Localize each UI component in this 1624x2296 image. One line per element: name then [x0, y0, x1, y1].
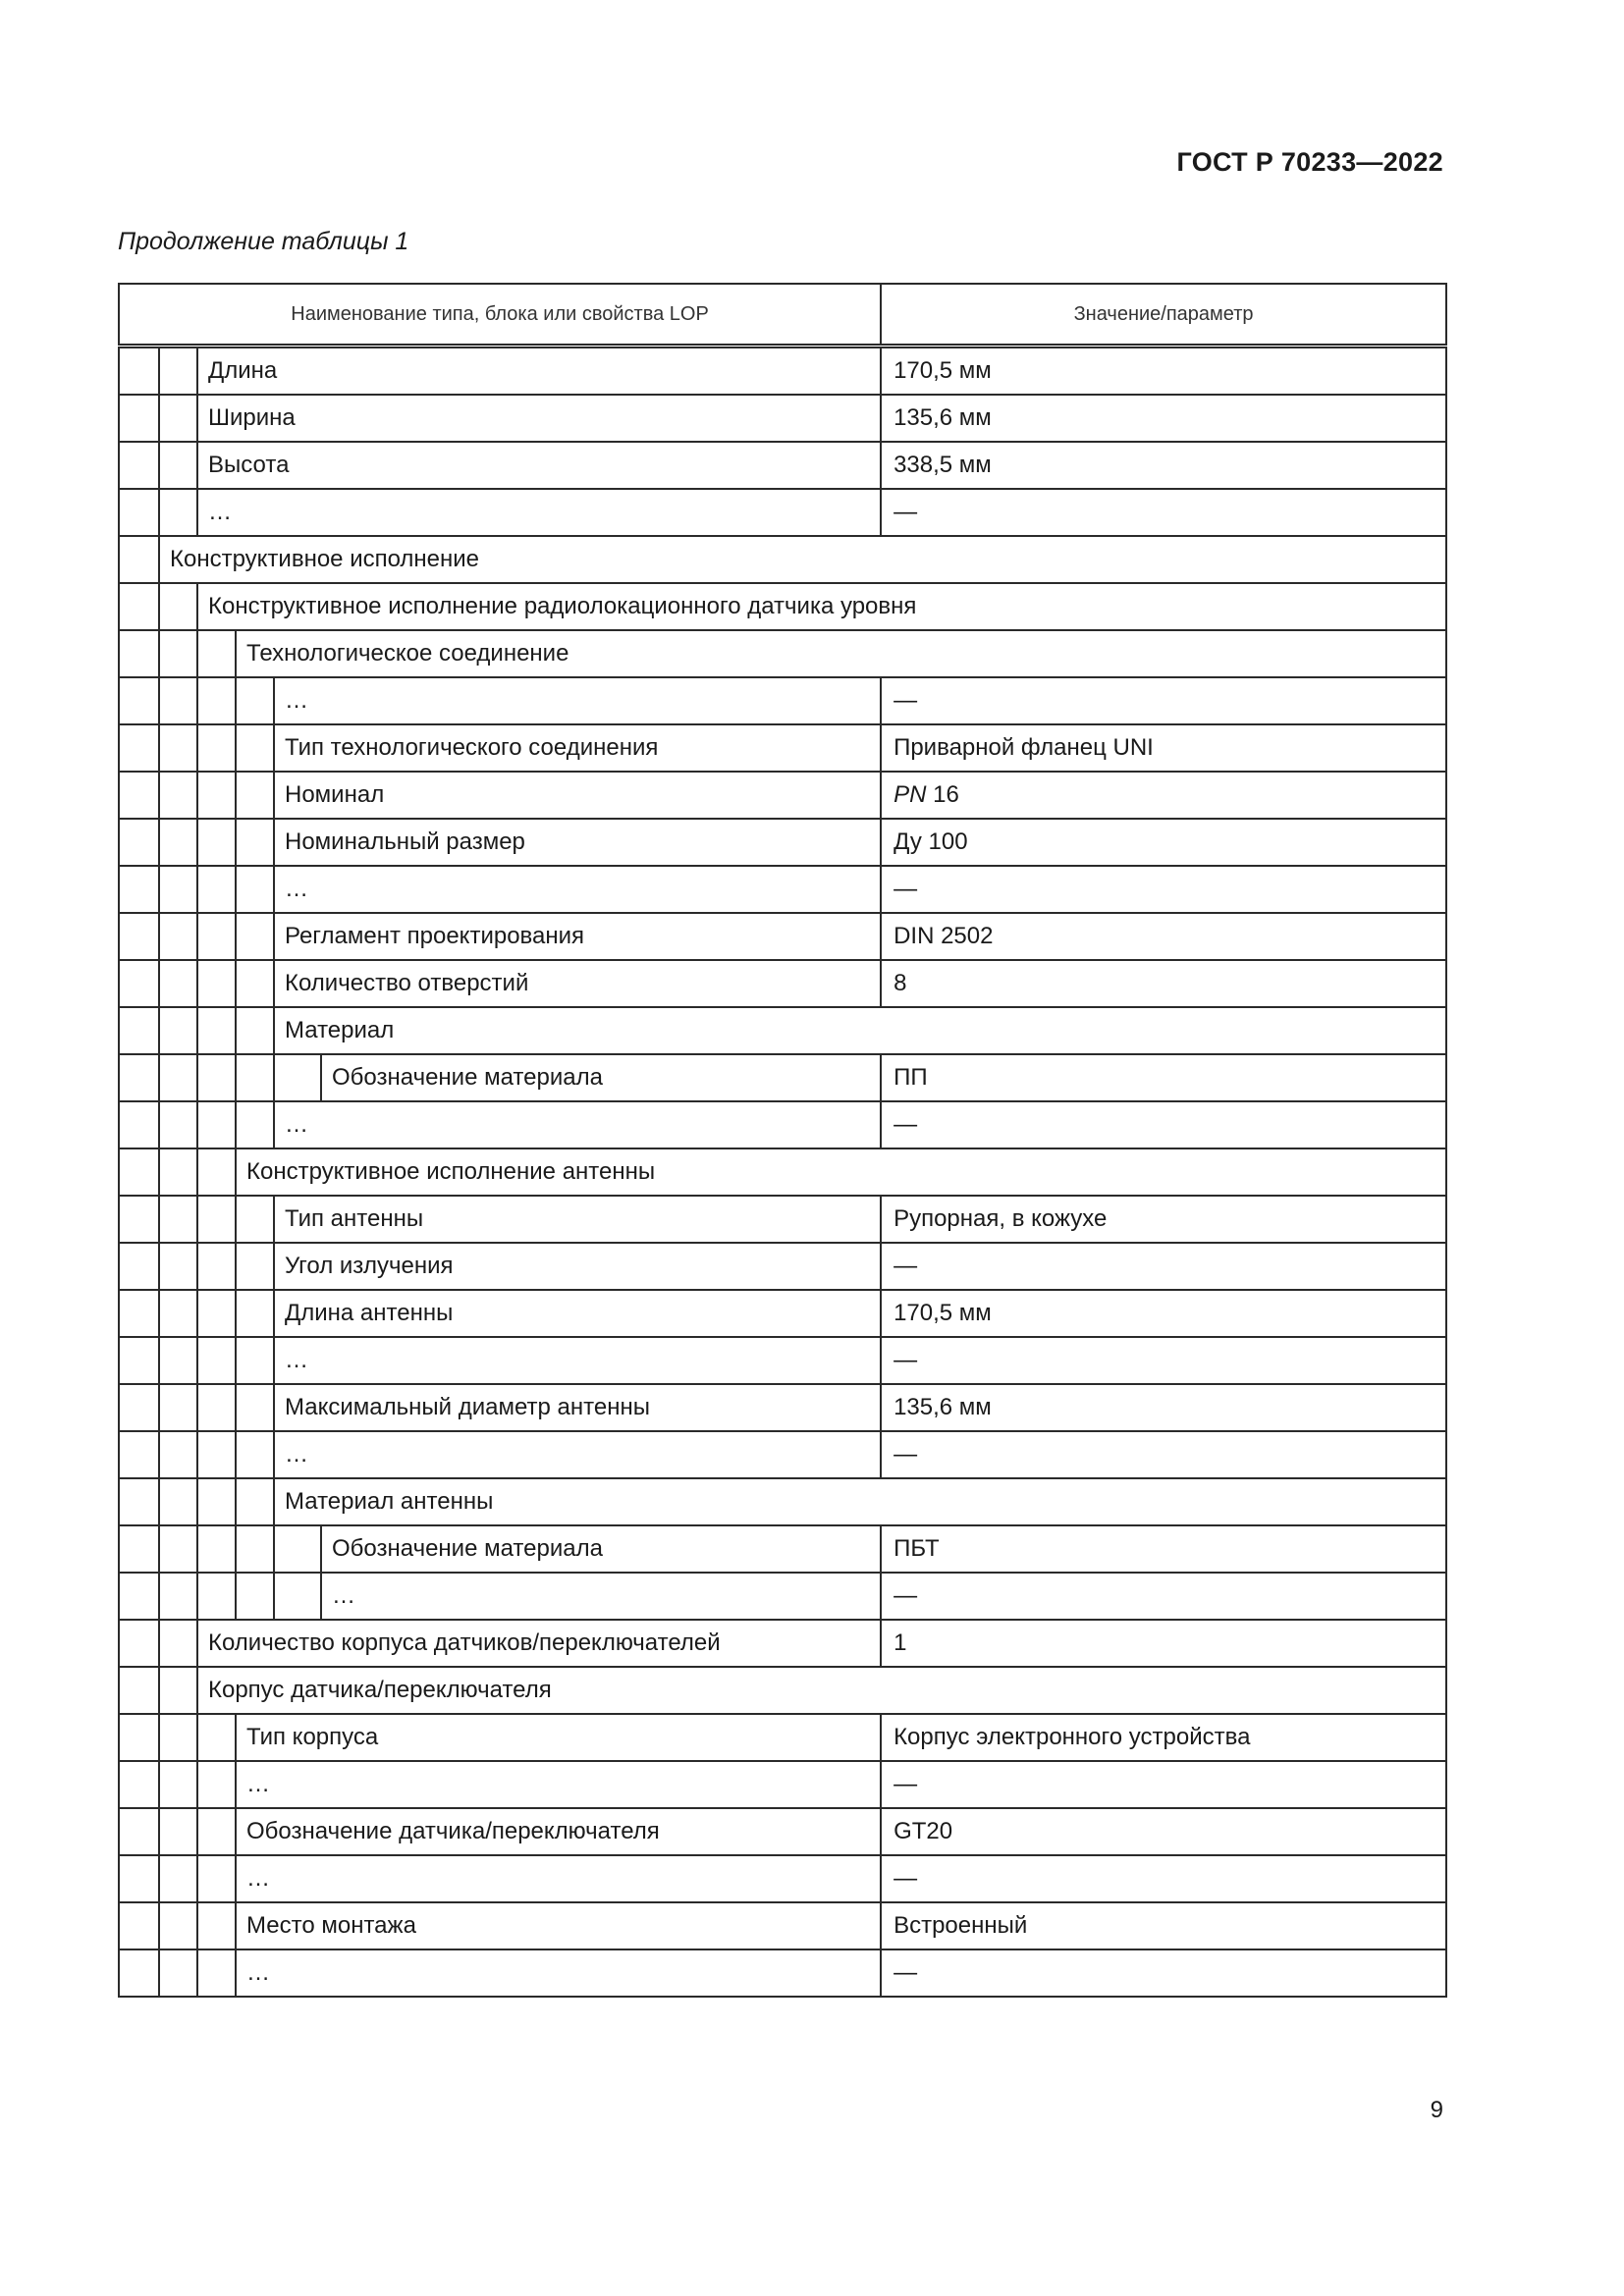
indent-cell — [119, 772, 159, 819]
table-row — [119, 1667, 1446, 1714]
indent-cell — [119, 536, 159, 583]
indent-cell — [197, 1148, 236, 1196]
row-property-value: — — [881, 1243, 1446, 1290]
indent-cell — [119, 1525, 159, 1573]
indent-cell — [159, 1054, 197, 1101]
column-header-value: Значение/параметр — [881, 284, 1446, 347]
indent-cell — [119, 347, 159, 396]
table-row — [119, 583, 1446, 630]
row-property-name: … — [197, 489, 881, 536]
table-row — [119, 347, 1446, 396]
indent-cell — [236, 1337, 274, 1384]
table-row — [119, 1243, 1446, 1290]
indent-cell — [119, 1101, 159, 1148]
indent-cell — [159, 1101, 197, 1148]
table-header-row — [119, 284, 1446, 347]
row-property-name: Материал — [274, 1007, 1446, 1054]
table-row — [119, 1949, 1446, 1997]
indent-cell — [197, 1243, 236, 1290]
table-row — [119, 1525, 1446, 1573]
indent-cell — [119, 1431, 159, 1478]
table-row — [119, 1855, 1446, 1902]
indent-cell — [119, 1054, 159, 1101]
indent-cell — [236, 1196, 274, 1243]
indent-cell — [159, 1714, 197, 1761]
row-property-name: Номинал — [274, 772, 881, 819]
row-property-value: Рупорная, в кожухе — [881, 1196, 1446, 1243]
indent-cell — [119, 1620, 159, 1667]
indent-cell — [119, 1573, 159, 1620]
indent-cell — [274, 1573, 321, 1620]
indent-cell — [197, 960, 236, 1007]
row-property-name: Место монтажа — [236, 1902, 881, 1949]
indent-cell — [197, 1054, 236, 1101]
row-property-name: … — [274, 1431, 881, 1478]
row-property-name: Тип антенны — [274, 1196, 881, 1243]
indent-cell — [159, 1290, 197, 1337]
row-property-name: Угол излучения — [274, 1243, 881, 1290]
row-property-value: 135,6 мм — [881, 395, 1446, 442]
indent-cell — [119, 1196, 159, 1243]
row-property-value: — — [881, 1337, 1446, 1384]
row-property-name: Материал антенны — [274, 1478, 1446, 1525]
row-property-value: Корпус электронного устройства — [881, 1714, 1446, 1761]
table-row — [119, 1808, 1446, 1855]
row-property-name: Конструктивное исполнение — [159, 536, 1446, 583]
table-row — [119, 677, 1446, 724]
indent-cell — [236, 1384, 274, 1431]
indent-cell — [159, 630, 197, 677]
indent-cell — [197, 1196, 236, 1243]
table-row — [119, 630, 1446, 677]
row-property-value: — — [881, 1431, 1446, 1478]
indent-cell — [119, 442, 159, 489]
table-row — [119, 1573, 1446, 1620]
row-property-name: Конструктивное исполнение радиолокационного датчика уровня — [197, 583, 1446, 630]
indent-cell — [159, 1949, 197, 1997]
indent-cell — [236, 960, 274, 1007]
row-property-value: — — [881, 1761, 1446, 1808]
indent-cell — [197, 724, 236, 772]
row-property-value: DIN 2502 — [881, 913, 1446, 960]
indent-cell — [119, 1478, 159, 1525]
table-row — [119, 1761, 1446, 1808]
table-row — [119, 1384, 1446, 1431]
table-row — [119, 724, 1446, 772]
indent-cell — [119, 583, 159, 630]
table-row — [119, 1196, 1446, 1243]
row-property-name: … — [236, 1949, 881, 1997]
indent-cell — [119, 1148, 159, 1196]
row-property-value: 338,5 мм — [881, 442, 1446, 489]
indent-cell — [197, 1478, 236, 1525]
row-property-name: Технологическое соединение — [236, 630, 1446, 677]
row-property-value: — — [881, 1855, 1446, 1902]
row-property-value: — — [881, 1949, 1446, 1997]
value-text: 16 — [933, 781, 959, 808]
row-property-value: 170,5 мм — [881, 347, 1446, 396]
indent-cell — [236, 1525, 274, 1573]
indent-cell — [197, 1949, 236, 1997]
indent-cell — [119, 1902, 159, 1949]
table-row — [119, 1148, 1446, 1196]
indent-cell — [236, 819, 274, 866]
indent-cell — [159, 1902, 197, 1949]
row-property-name: Номинальный размер — [274, 819, 881, 866]
indent-cell — [119, 913, 159, 960]
row-property-value: Приварной фланец UNI — [881, 724, 1446, 772]
row-property-name: Обозначение датчика/переключателя — [236, 1808, 881, 1855]
indent-cell — [197, 1337, 236, 1384]
indent-cell — [159, 1196, 197, 1243]
table-row — [119, 536, 1446, 583]
indent-cell — [119, 1337, 159, 1384]
indent-cell — [159, 1761, 197, 1808]
indent-cell — [197, 1573, 236, 1620]
indent-cell — [119, 1855, 159, 1902]
indent-cell — [159, 866, 197, 913]
indent-cell — [159, 677, 197, 724]
indent-cell — [159, 1525, 197, 1573]
row-property-name: Количество отверстий — [274, 960, 881, 1007]
row-property-value: — — [881, 1101, 1446, 1148]
indent-cell — [236, 1243, 274, 1290]
indent-cell — [159, 772, 197, 819]
indent-cell — [197, 913, 236, 960]
indent-cell — [119, 1007, 159, 1054]
row-property-name: Высота — [197, 442, 881, 489]
indent-cell — [236, 1573, 274, 1620]
indent-cell — [159, 1573, 197, 1620]
table-row — [119, 1337, 1446, 1384]
table-row — [119, 489, 1446, 536]
indent-cell — [236, 913, 274, 960]
table-continuation-caption: Продолжение таблицы 1 — [118, 228, 409, 255]
table-row — [119, 1620, 1446, 1667]
indent-cell — [159, 1620, 197, 1667]
row-property-name: Обозначение материала — [321, 1054, 881, 1101]
indent-cell — [197, 866, 236, 913]
indent-cell — [159, 1478, 197, 1525]
indent-cell — [159, 724, 197, 772]
row-property-value — [881, 772, 1446, 819]
row-property-value: — — [881, 866, 1446, 913]
value-italic-prefix: PN — [893, 781, 927, 808]
row-property-name: Тип технологического соединения — [274, 724, 881, 772]
indent-cell — [119, 395, 159, 442]
indent-cell — [197, 1431, 236, 1478]
row-property-value: — — [881, 489, 1446, 536]
table-row — [119, 1714, 1446, 1761]
indent-cell — [119, 1714, 159, 1761]
indent-cell — [119, 724, 159, 772]
indent-cell — [159, 1667, 197, 1714]
indent-cell — [159, 1148, 197, 1196]
indent-cell — [197, 1808, 236, 1855]
row-property-name: Обозначение материала — [321, 1525, 881, 1573]
row-property-name: Конструктивное исполнение антенны — [236, 1148, 1446, 1196]
row-property-value: 8 — [881, 960, 1446, 1007]
indent-cell — [119, 1243, 159, 1290]
indent-cell — [119, 1949, 159, 1997]
row-property-name: … — [274, 1101, 881, 1148]
row-property-value: 1 — [881, 1620, 1446, 1667]
row-property-name: Максимальный диаметр антенны — [274, 1384, 881, 1431]
table-row — [119, 1290, 1446, 1337]
row-property-value: 135,6 мм — [881, 1384, 1446, 1431]
table-row — [119, 442, 1446, 489]
indent-cell — [159, 489, 197, 536]
indent-cell — [119, 819, 159, 866]
indent-cell — [197, 1761, 236, 1808]
row-property-value: — — [881, 677, 1446, 724]
indent-cell — [236, 724, 274, 772]
indent-cell — [119, 960, 159, 1007]
indent-cell — [197, 772, 236, 819]
indent-cell — [197, 630, 236, 677]
row-property-name: Ширина — [197, 395, 881, 442]
indent-cell — [119, 1667, 159, 1714]
indent-cell — [159, 1243, 197, 1290]
row-property-name: Тип корпуса — [236, 1714, 881, 1761]
table-row — [119, 1007, 1446, 1054]
indent-cell — [274, 1525, 321, 1573]
indent-cell — [119, 489, 159, 536]
table-row — [119, 772, 1446, 819]
indent-cell — [159, 1808, 197, 1855]
indent-cell — [197, 1902, 236, 1949]
table-row — [119, 1054, 1446, 1101]
indent-cell — [119, 866, 159, 913]
indent-cell — [159, 1384, 197, 1431]
row-property-name: … — [236, 1761, 881, 1808]
indent-cell — [236, 1431, 274, 1478]
row-property-name: … — [321, 1573, 881, 1620]
indent-cell — [236, 1478, 274, 1525]
row-property-value: ПБТ — [881, 1525, 1446, 1573]
row-property-value: — — [881, 1573, 1446, 1620]
indent-cell — [159, 1337, 197, 1384]
indent-cell — [159, 347, 197, 396]
table-row — [119, 1101, 1446, 1148]
indent-cell — [119, 677, 159, 724]
indent-cell — [159, 913, 197, 960]
indent-cell — [197, 1007, 236, 1054]
indent-cell — [197, 677, 236, 724]
indent-cell — [119, 630, 159, 677]
row-property-name: … — [274, 677, 881, 724]
indent-cell — [197, 1525, 236, 1573]
indent-cell — [197, 1101, 236, 1148]
indent-cell — [236, 1007, 274, 1054]
indent-cell — [236, 1290, 274, 1337]
row-property-value: Ду 100 — [881, 819, 1446, 866]
indent-cell — [159, 960, 197, 1007]
indent-cell — [159, 583, 197, 630]
row-property-name: Корпус датчика/переключателя — [197, 1667, 1446, 1714]
indent-cell — [197, 1384, 236, 1431]
row-property-name: … — [236, 1855, 881, 1902]
table-row — [119, 1902, 1446, 1949]
indent-cell — [119, 1384, 159, 1431]
indent-cell — [236, 677, 274, 724]
row-property-value: ПП — [881, 1054, 1446, 1101]
indent-cell — [197, 1290, 236, 1337]
indent-cell — [197, 1714, 236, 1761]
row-property-value: GT20 — [881, 1808, 1446, 1855]
indent-cell — [159, 1431, 197, 1478]
table-row — [119, 819, 1446, 866]
indent-cell — [159, 819, 197, 866]
indent-cell — [197, 819, 236, 866]
indent-cell — [119, 1290, 159, 1337]
table-row — [119, 913, 1446, 960]
indent-cell — [119, 1808, 159, 1855]
indent-cell — [236, 772, 274, 819]
row-property-name: Длина — [197, 347, 881, 396]
indent-cell — [159, 442, 197, 489]
column-header-name: Наименование типа, блока или свойства LOP — [119, 284, 881, 347]
table-row — [119, 960, 1446, 1007]
indent-cell — [236, 1054, 274, 1101]
indent-cell — [274, 1054, 321, 1101]
row-property-name: … — [274, 1337, 881, 1384]
lop-properties-table — [118, 283, 1447, 1998]
table-row — [119, 1431, 1446, 1478]
page-number: 9 — [1430, 2097, 1443, 2123]
row-property-value: Встроенный — [881, 1902, 1446, 1949]
indent-cell — [159, 395, 197, 442]
row-property-name: Длина антенны — [274, 1290, 881, 1337]
indent-cell — [236, 866, 274, 913]
indent-cell — [236, 1101, 274, 1148]
row-property-value: 170,5 мм — [881, 1290, 1446, 1337]
table-row — [119, 1478, 1446, 1525]
row-property-name: Количество корпуса датчиков/переключателей — [197, 1620, 881, 1667]
indent-cell — [159, 1007, 197, 1054]
row-property-name: … — [274, 866, 881, 913]
indent-cell — [197, 1855, 236, 1902]
document-code: ГОСТ Р 70233—2022 — [1176, 147, 1443, 177]
row-property-name: Регламент проектирования — [274, 913, 881, 960]
table-row — [119, 395, 1446, 442]
indent-cell — [119, 1761, 159, 1808]
indent-cell — [159, 1855, 197, 1902]
table-row — [119, 866, 1446, 913]
